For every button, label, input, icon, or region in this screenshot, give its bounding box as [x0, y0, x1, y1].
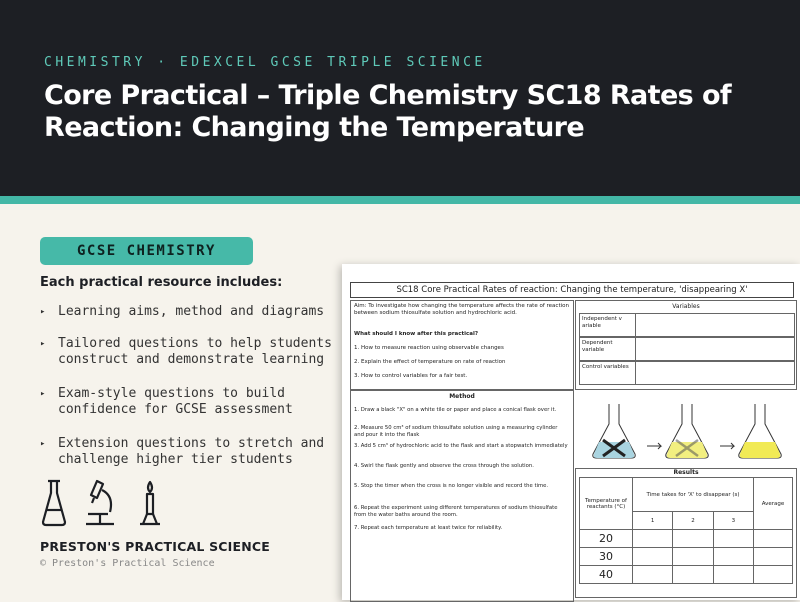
arrow-icon: [647, 443, 661, 449]
microscope-icon: [86, 481, 114, 524]
includes-heading: Each practical resource includes:: [40, 275, 283, 290]
method-step: 5. Stop the timer when the cross is no longer visible and record the time.: [354, 483, 549, 489]
column-header: Time takes for 'X' to disappear (s): [633, 478, 754, 512]
flask-opaque-icon: [739, 404, 781, 458]
variable-row: Dependent variable: [579, 337, 795, 361]
flask-diagram: [575, 390, 795, 468]
method-panel: [350, 390, 574, 602]
results-table: [579, 477, 793, 584]
header-banner: [0, 0, 800, 196]
subject-badge: GCSE CHEMISTRY: [40, 237, 253, 265]
results-heading: Results: [673, 469, 699, 476]
variables-heading: Variables: [672, 303, 700, 310]
flask-clear-icon: [593, 404, 635, 458]
lab-equipment-icons: [40, 478, 170, 528]
flask-cloudy-icon: [666, 404, 708, 458]
bullet-icon: ▸: [40, 307, 46, 317]
table-row: 40: [580, 566, 793, 584]
trial-header: 1: [633, 512, 673, 530]
arrow-icon: [720, 443, 734, 449]
aim-text: Aim: To investigate how changing the temperature affects the rate of reaction between sodium thiosulfate solution and hydrochloric acid.: [354, 303, 569, 316]
page-title: Core Practical – Triple Chemistry SC18 Rates of Reaction: Changing the Temperature: [44, 80, 732, 143]
conical-flask-icon: [43, 481, 65, 525]
method-step: 3. Add 5 cm³ of hydrochloric acid to the flask and start a stopwatch immediately: [354, 443, 568, 449]
method-step: 1. Draw a black "X" on a white tile or paper and place a conical flask over it.: [354, 407, 557, 413]
accent-stripe: [0, 196, 800, 204]
brand-name: PRESTON'S PRACTICAL SCIENCE: [40, 539, 271, 554]
trial-header: 2: [673, 512, 713, 530]
method-step: 4. Swirl the flask gently and observe the cross through the solution.: [354, 463, 534, 469]
aim-panel: [350, 300, 574, 390]
bunsen-burner-icon: [140, 482, 160, 524]
bullet-icon: ▸: [40, 389, 46, 399]
results-panel: [575, 468, 797, 598]
table-row: 20: [580, 530, 793, 548]
subject-kicker: CHEMISTRY · EDEXCEL GCSE TRIPLE SCIENCE: [44, 55, 486, 70]
worksheet-title: SC18 Core Practical Rates of reaction: Changing the temperature, 'disappearing X': [350, 282, 794, 298]
trial-header: 3: [713, 512, 753, 530]
table-row: 30: [580, 548, 793, 566]
worksheet-preview: [342, 264, 800, 600]
learning-item: 3. How to control variables for a fair test.: [354, 373, 468, 379]
copyright-notice: © Preston's Practical Science: [40, 558, 215, 569]
learning-item: 1. How to measure reaction using observable changes: [354, 345, 504, 351]
method-heading: Method: [449, 393, 475, 400]
bullet-icon: ▸: [40, 439, 46, 449]
variable-row: Independent v ariable: [579, 313, 795, 337]
bullet-icon: ▸: [40, 339, 46, 349]
method-step: 2. Measure 50 cm³ of sodium thiosulfate solution using a measuring cylinder and pour it into the flask: [354, 425, 558, 438]
column-header: Average: [754, 478, 793, 530]
method-step: 7. Repeat each temperature at least twice for reliability.: [354, 525, 503, 531]
variable-row: Control variables: [579, 361, 795, 385]
column-header: Temperature of reactants (°C): [580, 478, 633, 530]
method-step: 6. Repeat the experiment using different temperatures of sodium thiosulfate from the water baths around the room.: [354, 505, 558, 518]
learning-heading: What should I know after this practical?: [354, 331, 479, 337]
variables-panel: [575, 300, 797, 390]
learning-item: 2. Explain the effect of temperature on rate of reaction: [354, 359, 506, 365]
